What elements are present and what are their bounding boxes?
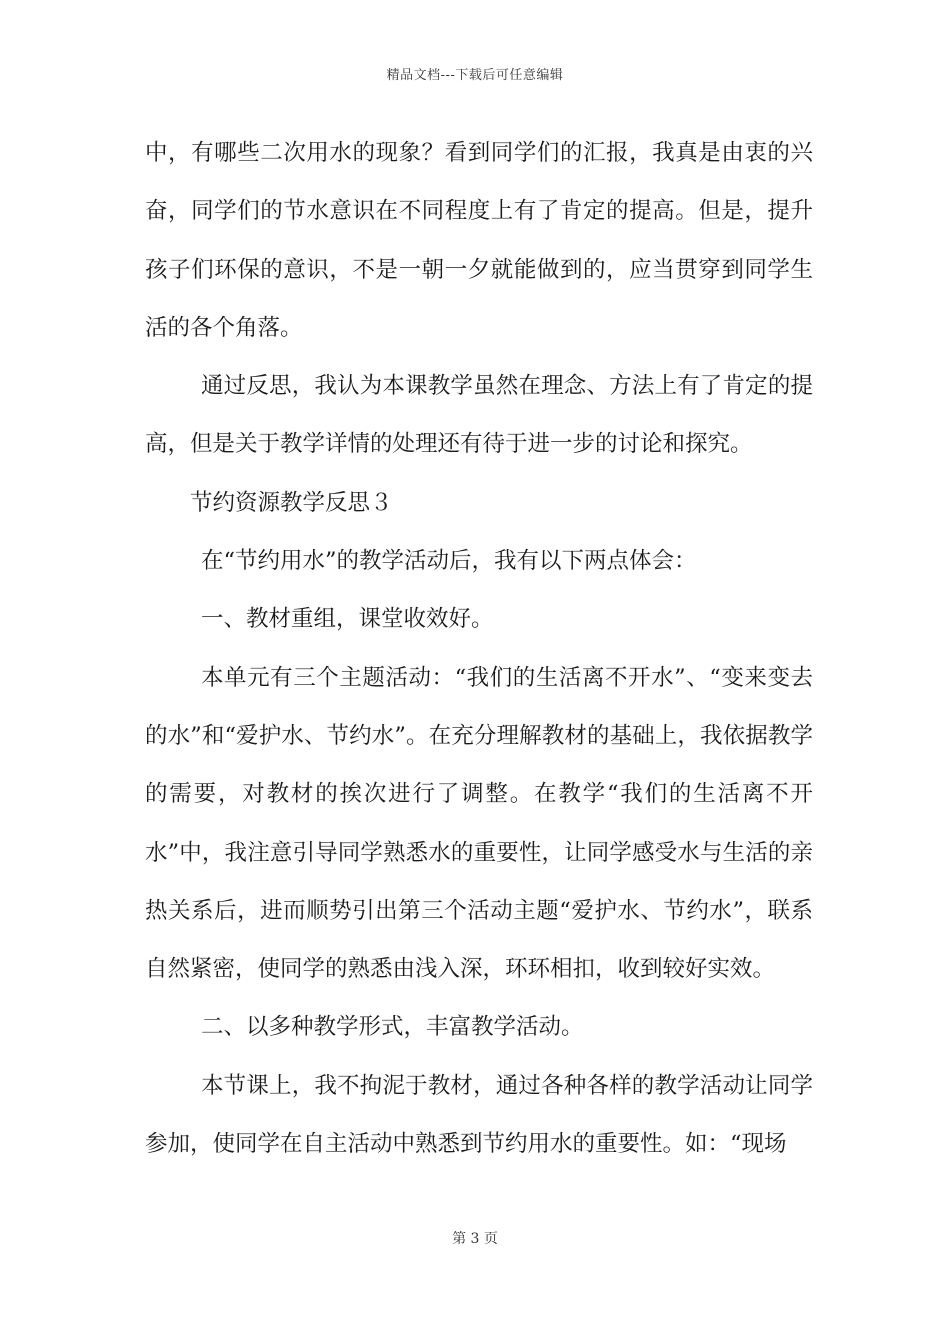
paragraph-4: 一、教材重组，课堂收效好。 [201,606,494,633]
paragraph-1: 中，有哪些二次用水的现象？看到同学们的汇报，我真是由衷的兴奋，同学们的节水意识在不同程度上有了肯定的提高。但是，提升孩子们环保的意识，不是一朝一夕就能做到的，应当贯穿到同学生活的各个角落。 [145,140,813,341]
document-body [145,124,813,1173]
paragraph-7: 本节课上，我不拘泥于教材，通过各种各样的教学活动让同学参加，使同学在自主活动中熟悉到节约用水的重要性。如：“现场 [145,1072,813,1158]
section-heading: 节约资源教学反思３ [190,489,393,516]
page-number: 第 3 页 [452,1231,498,1247]
paragraph-6: 二、以多种教学形式，丰富教学活动。 [201,1014,584,1041]
page-header: 精品文档---下载后可任意编辑 [386,68,564,83]
paragraph-2: 通过反思，我认为本课教学虽然在理念、方法上有了肯定的提高，但是关于教学详情的处理还有待于进一步的讨论和探究。 [145,373,813,458]
paragraph-5: 本单元有三个主题活动：“我们的生活离不开水”、“变来变去的水”和“爱护水、节约水”。在充分理解教材的基础上，我依据教学的需要，对教材的挨次进行了调整。在教学“我们的生活离不开水”中，我注意引导同学熟悉水的重要性，让同学感受水与生活的亲热关系后，进而顺势引出第三个活动主题“爱护水、节约水”，联系自然紧密，使同学的熟悉由浅入深，环环相扣，收到较好实效。 [145,664,813,983]
paragraph-3: 在“节约用水”的教学活动后，我有以下两点体会： [201,548,697,575]
